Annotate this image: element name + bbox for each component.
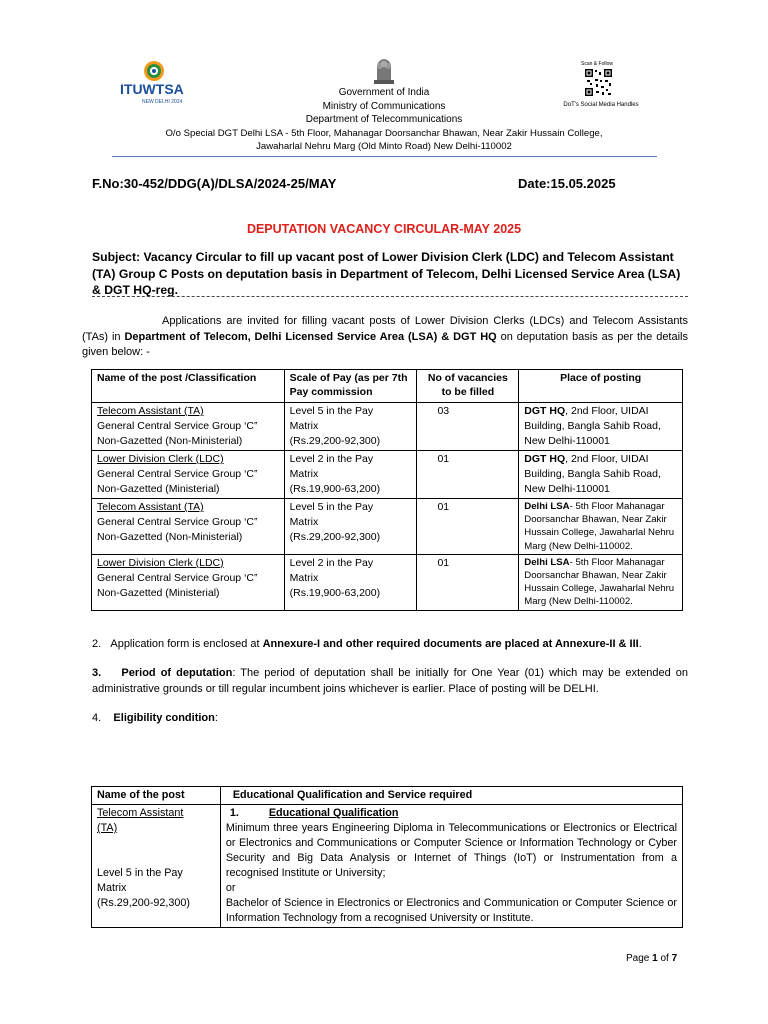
letterhead-department: Department of Telecommunications [305, 114, 463, 125]
file-number: F.No:30-452/DDG(A)/DLSA/2024-25/MAY [92, 176, 337, 191]
letterhead-ministry: Ministry of Communications [322, 100, 446, 112]
header-divider [112, 156, 657, 157]
scan-follow-label: Scan & Follow [581, 61, 613, 67]
letterhead-address-1: O/o Special DGT Delhi LSA - 5th Floor, Mahanagar Doorsanchar Bhawan, Near Zakir Hussain College, [165, 127, 603, 139]
letterhead-address-2: Jawaharlal Nehru Marg (Old Minto Road) New Delhi-110002 [256, 141, 512, 152]
social-media-label: DoT's Social Media Handles [563, 102, 639, 108]
table-row: Lower Division Clerk (LDC) General Central Service Group ‘C” Non-Gazetted (Ministerial) Level 2 in the Pay Matrix (Rs.19,900-63,200) 01 Delhi LSA- 5th Floor Mahanagar Doorsanchar Bhawan, Near Zakir Hussain College, Jawaharlal Nehru Marg (New Delhi-110002. [92, 554, 683, 610]
paragraph-4-eligibility: 4. Eligibility condition: [92, 712, 218, 724]
table-header-row [92, 787, 683, 805]
subject-line: Subject: Vacancy Circular to fill up vacant post of Lower Division Clerk (LDC) and Telecom Assistant (TA) Group C Posts on deputation basis in Department of Telecom, Delhi Licensed Service Area (LSA) & DGT HQ-reg. [92, 250, 681, 297]
logo-subtext: NEW DELHI 2024 [142, 99, 183, 105]
circular-date: Date:15.05.2025 [518, 176, 616, 191]
circular-title: DEPUTATION VACANCY CIRCULAR-MAY 2025 [246, 222, 522, 236]
column-header: Name of the post /Classification [92, 370, 285, 403]
eligibility-table [91, 786, 683, 928]
table-row: Lower Division Clerk (LDC) General Central Service Group ‘C” Non-Gazetted (Ministerial) Level 2 in the Pay Matrix (Rs.19,900-63,200) 01 DGT HQ, 2nd Floor, UIDAI Building, Bangla Sahib Road, New Delhi-110001 [92, 451, 683, 499]
letterhead-government: Government of India [338, 87, 430, 98]
state-emblem-icon [372, 56, 396, 86]
column-header: Name of the post [92, 787, 221, 805]
column-header: Educational Qualification and Service required [220, 787, 682, 805]
table-row: Telecom Assistant (TA) General Central Service Group ‘C” Non-Gazetted (Non-Ministerial) Level 5 in the Pay Matrix (Rs.29,200-92,300) 01 Delhi LSA- 5th Floor Mahanagar Doorsanchar Bhawan, Near Zakir Hussain College, Jawaharlal Nehru Marg (New Delhi-110002. [92, 499, 683, 555]
table-header-row [92, 370, 683, 403]
table-row: Telecom Assistant (TA) Level 5 in the Pay Matrix (Rs.29,200-92,300) 1. Educational Qualification Minimum three years Engineering Diploma in Telecommunications or Electronics or Electrical or Electronics and Communications or Computer Science or Information Technology or Cyber Security and Big Data Analysis or Internet of Things (IoT) or Instrumentation from a recognised Institute or University; or Bachelor of Science in Electronics or Electronics and Communication or Computer Science or Information Technology from a recognised University or Institute. [92, 805, 683, 928]
page-number: Page 1 of 7 [626, 953, 678, 964]
logo-text: ITUWTSA [120, 81, 184, 97]
table-row: Telecom Assistant (TA) General Central Service Group ‘C” Non-Gazetted (Non-Ministerial) Level 5 in the Pay Matrix (Rs.29,200-92,300) 03 DGT HQ, 2nd Floor, UIDAI Building, Bangla Sahib Road, New Delhi-110001 [92, 403, 683, 451]
column-header: Scale of Pay (as per 7th Pay commission [284, 370, 417, 403]
column-header: Place of posting [519, 370, 683, 403]
dashed-divider [92, 296, 688, 297]
paragraph-2: 2. Application form is enclosed at Annexure-I and other required documents are placed at Annexure-II & III. [92, 638, 642, 650]
letterhead [100, 86, 668, 154]
paragraph-3-period: 3. Period of deputation: The period of deputation shall be initially for One Year (01) which may be extended on administrative grounds or till regular incumbent joins whichever is earlier. Place of posting will be DELHI. [92, 667, 688, 695]
intro-paragraph: Applications are invited for filling vacant posts of Lower Division Clerks (LDCs) and Telecom Assistants (TAs) in Department of Telecom, Delhi Licensed Service Area (LSA) & DGT HQ on deputation basis as per the details given below: - [82, 315, 688, 358]
column-header: No of vacancies to be filled [417, 370, 519, 403]
vacancy-table [91, 369, 683, 611]
